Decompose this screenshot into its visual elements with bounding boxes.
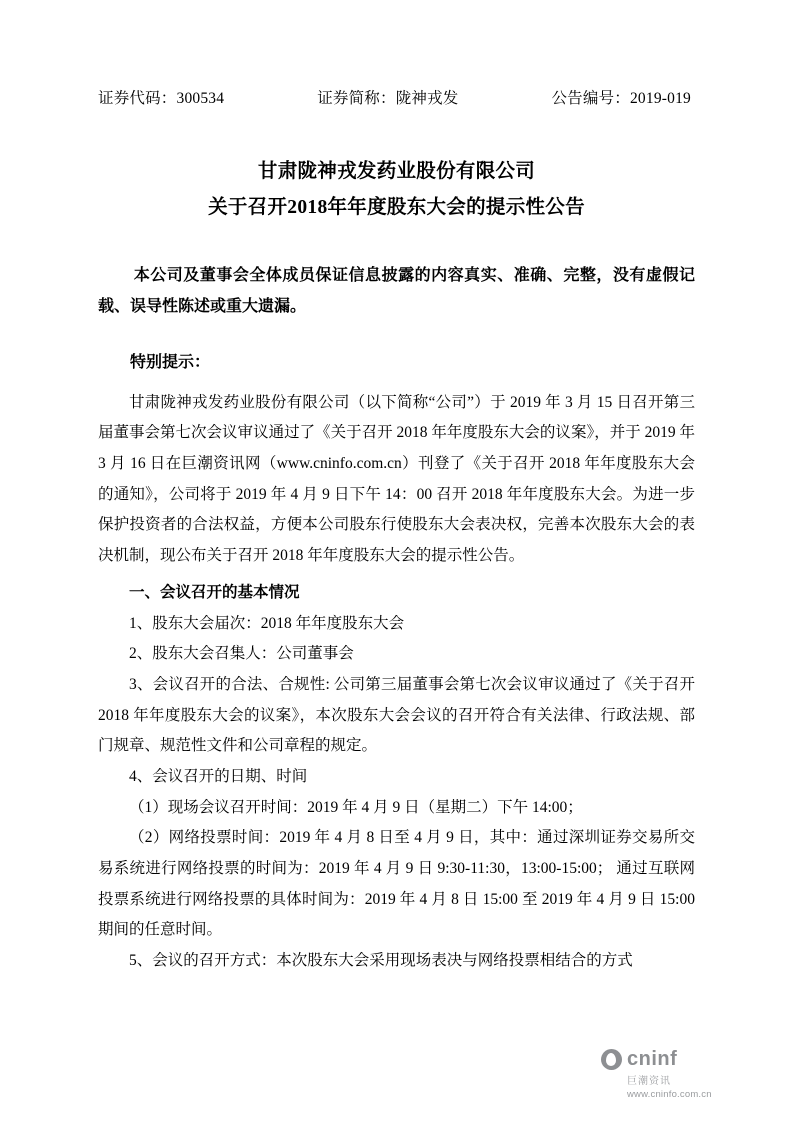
security-code: 证券代码：300534 xyxy=(98,90,225,107)
section-one-item-2: 2、股东大会召集人：公司董事会 xyxy=(129,645,354,663)
cninfo-subtitle: 巨潮资讯 xyxy=(627,1076,671,1087)
section-one-heading: 一、会议召开的基本情况 xyxy=(129,583,300,601)
section-one-item-6: （2）网络投票时间：2019 年 4 月 8 日至 4 月 9 日，其中：通过深圳证券交易所交易系统进行网络投票的时间为：2019 年 4 月 9 日 9:30-11:30，13:00-15:00； 通过互联网投票系统进行网络投票的具体时间为：2019 年 4 月 8 日 15:00 至 2019 年 4 月 9 日 15:00 期间的任意时间。 xyxy=(98,829,695,939)
section-one-item-1: 1、股东大会届次：2018 年年度股东大会 xyxy=(129,614,405,632)
cninfo-wordmark: cninf xyxy=(627,1048,678,1070)
special-tip-paragraph: 甘肃陇神戎发药业股份有限公司（以下简称“公司”）于 2019 年 3 月 15 日召开第三届董事会第七次会议审议通过了《关于召开 2018 年年度股东大会的议案》，并于 2019 年 3 月 16 日在巨潮资讯网（www.cninfo.com.cn）刊登了《关于召开 2018 年年度股东大会的通知》，公司将于 2019 年 4 月 9 日下午 14：00 召开 2018 年年度股东大会。为进一步保护投资者的合法权益，方便本公司股东行使股东大会表决权，完善本次股东大会的表决机制，现公布关于召开 2018 年年度股东大会的提示性公告。 xyxy=(98,393,695,565)
document-subject-title: 关于召开2018年年度股东大会的提示性公告 xyxy=(208,197,585,219)
document-header xyxy=(98,86,695,108)
section-one-item-7: 5、会议的召开方式：本次股东大会采用现场表决与网络投票相结合的方式 xyxy=(129,952,633,970)
notice-number: 公告编号：2019-019 xyxy=(551,90,691,107)
security-abbreviation: 证券简称：陇神戎发 xyxy=(317,90,459,107)
special-tip-heading: 特别提示： xyxy=(130,353,211,371)
disclosure-statement xyxy=(98,260,695,322)
section-one-item-4: 4、会议召开的日期、时间 xyxy=(129,767,308,785)
cninfo-url: www.cninfo.com.cn xyxy=(627,1089,712,1100)
section-one-item-3: 3、会议召开的合法、合规性: 公司第三届董事会第七次会议审议通过了《关于召开 2018 年年度股东大会的议案》，本次股东大会会议的召开符合有关法律、行政法规、部门规章、规范性文件和公司章程的规定。 xyxy=(98,675,695,755)
section-one-item-5: （1）现场会议召开时间：2019 年 4 月 9 日（星期二）下午 14:00； xyxy=(129,798,583,816)
disclosure-statement-text: 本公司及董事会全体成员保证信息披露的内容真实、准确、完整，没有虚假记载、误导性陈述或重大遗漏。 xyxy=(98,267,695,316)
company-name-title: 甘肃陇神戎发药业股份有限公司 xyxy=(257,161,536,182)
cninfo-mark-icon xyxy=(601,1049,622,1070)
page-title xyxy=(98,154,695,226)
cninfo-logo xyxy=(601,1048,751,1100)
